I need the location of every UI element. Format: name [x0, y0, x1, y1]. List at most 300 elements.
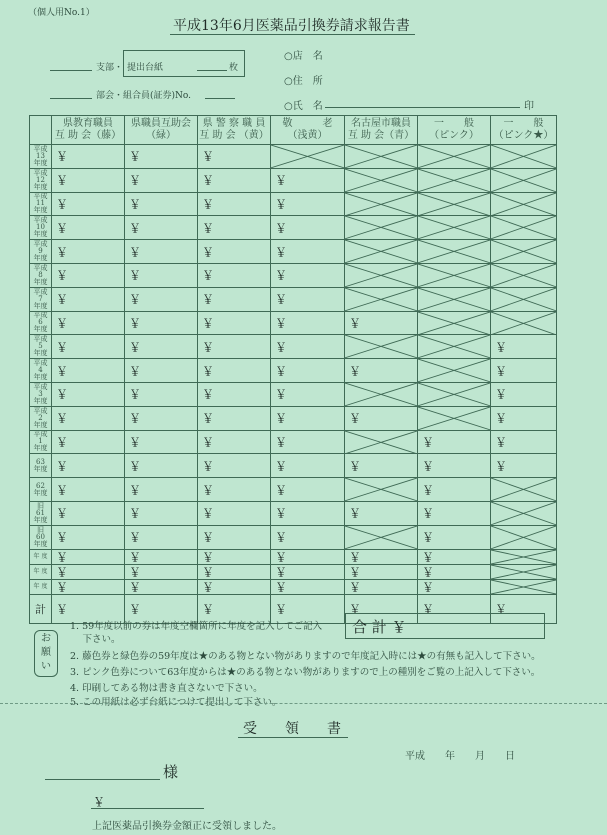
- year-label: 平成 7 年度: [30, 287, 52, 311]
- amount-cell[interactable]: [125, 263, 198, 287]
- amount-cell[interactable]: [198, 311, 271, 335]
- member-label: 部会・組合員(証券)No.: [96, 91, 192, 101]
- amount-cell[interactable]: [52, 525, 125, 549]
- amount-cell[interactable]: [125, 240, 198, 264]
- void-cell: [491, 501, 557, 525]
- yen-mark: ￥: [202, 483, 215, 498]
- void-mark: [491, 264, 556, 287]
- amount-cell[interactable]: [418, 501, 491, 525]
- amount-cell[interactable]: [52, 145, 125, 169]
- column-header: 一 般 （ピンク★）: [491, 116, 557, 145]
- submit-label: 提出台紙: [127, 63, 164, 73]
- amount-cell[interactable]: [271, 478, 345, 502]
- amount-cell[interactable]: [418, 430, 491, 454]
- yen-mark: ￥: [422, 435, 435, 450]
- void-mark: [418, 335, 490, 358]
- amount-cell[interactable]: [52, 192, 125, 216]
- void-cell: [418, 192, 491, 216]
- amount-cell[interactable]: [345, 311, 418, 335]
- yen-mark: ￥: [275, 580, 288, 595]
- void-mark: [345, 383, 417, 406]
- amount-cell[interactable]: [418, 564, 491, 579]
- year-label: 平成 2 年度: [30, 406, 52, 430]
- void-cell: [345, 382, 418, 406]
- amount-cell[interactable]: [52, 579, 125, 594]
- void-mark: [418, 169, 490, 192]
- corner-cell: [30, 116, 52, 145]
- member-no-field[interactable]: [205, 98, 235, 99]
- yen-mark: ￥: [202, 292, 215, 307]
- yen-mark: ￥: [202, 245, 215, 260]
- yen-mark: ￥: [56, 411, 69, 426]
- yen-mark: ￥: [202, 602, 215, 617]
- yen-mark: ￥: [495, 459, 508, 474]
- grand-total-label: 合 計 ￥: [352, 618, 407, 636]
- column-header: 県教育職員 互 助 会（藤）: [52, 116, 125, 145]
- table-row: [30, 359, 557, 383]
- amount-cell[interactable]: [52, 382, 125, 406]
- void-cell: [491, 579, 557, 594]
- table-row: [30, 145, 557, 169]
- amount-cell[interactable]: [125, 192, 198, 216]
- branch-label: 支部・: [96, 63, 124, 73]
- year-label: 平成 9 年度: [30, 240, 52, 264]
- amount-cell[interactable]: [52, 478, 125, 502]
- yen-mark: ￥: [129, 387, 142, 402]
- yen-mark: ￥: [56, 602, 69, 617]
- yen-mark: ￥: [275, 459, 288, 474]
- void-cell: [345, 525, 418, 549]
- amount-cell[interactable]: [125, 216, 198, 240]
- yen-mark: ￥: [56, 197, 69, 212]
- void-cell: [345, 478, 418, 502]
- void-mark: [271, 145, 344, 168]
- amount-cell[interactable]: [198, 501, 271, 525]
- amount-cell[interactable]: [52, 359, 125, 383]
- yen-mark: ￥: [422, 506, 435, 521]
- void-mark: [491, 565, 556, 579]
- void-mark: [418, 288, 490, 311]
- yen-mark: ￥: [202, 149, 215, 164]
- amount-cell[interactable]: [271, 579, 345, 594]
- void-mark: [418, 383, 490, 406]
- amount-cell[interactable]: [52, 168, 125, 192]
- yen-mark: ￥: [275, 340, 288, 355]
- void-mark: [491, 169, 556, 192]
- yen-mark: ￥: [349, 364, 362, 379]
- void-cell: [345, 430, 418, 454]
- table-row: [30, 549, 557, 564]
- amount-cell[interactable]: [125, 145, 198, 169]
- amount-cell[interactable]: [418, 579, 491, 594]
- table-row: [30, 240, 557, 264]
- void-mark: [491, 550, 556, 564]
- void-cell: [491, 168, 557, 192]
- amount-cell[interactable]: [198, 525, 271, 549]
- amount-cell[interactable]: [491, 430, 557, 454]
- amount-cell[interactable]: [345, 549, 418, 564]
- void-mark: [491, 240, 556, 263]
- recipient-field[interactable]: [45, 779, 160, 780]
- column-header: 敬 老 （浅黄）: [271, 116, 345, 145]
- table-row: [30, 168, 557, 192]
- amount-cell[interactable]: [52, 335, 125, 359]
- void-mark: [491, 478, 556, 501]
- yen-mark: ￥: [202, 506, 215, 521]
- amount-cell[interactable]: [125, 335, 198, 359]
- amount-cell[interactable]: [271, 382, 345, 406]
- year-label: 63 年度: [30, 454, 52, 478]
- column-header: 県 警 察 職 員 互 助 会 （黄）: [198, 116, 271, 145]
- amount-cell[interactable]: [271, 406, 345, 430]
- yen-mark: ￥: [129, 483, 142, 498]
- void-mark: [345, 240, 417, 263]
- void-cell: [418, 168, 491, 192]
- yen-mark: ￥: [275, 364, 288, 379]
- amount-cell[interactable]: [271, 549, 345, 564]
- amount-cell[interactable]: [125, 454, 198, 478]
- yen-mark: ￥: [495, 602, 508, 617]
- void-cell: [418, 359, 491, 383]
- yen-mark: ￥: [202, 565, 215, 580]
- amount-cell[interactable]: [52, 216, 125, 240]
- amount-cell[interactable]: [52, 287, 125, 311]
- yen-mark: ￥: [275, 435, 288, 450]
- year-label: 平成 11 年度: [30, 192, 52, 216]
- void-cell: [491, 240, 557, 264]
- yen-mark: ￥: [422, 565, 435, 580]
- amount-cell[interactable]: [198, 579, 271, 594]
- amount-cell[interactable]: [125, 478, 198, 502]
- amount-cell[interactable]: [198, 478, 271, 502]
- yen-mark: ￥: [275, 387, 288, 402]
- table-row: [30, 311, 557, 335]
- receipt-title: 受 領 書: [243, 721, 341, 737]
- void-cell: [418, 335, 491, 359]
- yen-mark: ￥: [129, 197, 142, 212]
- grand-total-box[interactable]: [345, 613, 545, 639]
- amount-cell[interactable]: [345, 359, 418, 383]
- yen-mark: ￥: [422, 580, 435, 595]
- yen-mark: ￥: [202, 435, 215, 450]
- void-mark: [491, 288, 556, 311]
- yen-mark: ￥: [56, 459, 69, 474]
- yen-mark: ￥: [202, 173, 215, 188]
- void-cell: [271, 145, 345, 169]
- yen-mark: ￥: [56, 506, 69, 521]
- amount-cell[interactable]: [125, 525, 198, 549]
- void-mark: [345, 193, 417, 216]
- amount-cell[interactable]: [198, 192, 271, 216]
- amount-cell[interactable]: [271, 192, 345, 216]
- yen-mark: ￥: [129, 435, 142, 450]
- yen-mark: ￥: [202, 459, 215, 474]
- amount-cell[interactable]: [198, 406, 271, 430]
- void-mark: [491, 312, 556, 335]
- amount-cell[interactable]: [271, 501, 345, 525]
- amount-cell[interactable]: [491, 406, 557, 430]
- yen-mark: ￥: [275, 483, 288, 498]
- title-underline: [170, 34, 415, 35]
- year-label: 年 度: [30, 564, 52, 579]
- table-row: [30, 430, 557, 454]
- amount-cell[interactable]: [198, 564, 271, 579]
- table-row: [30, 263, 557, 287]
- yen-mark: ￥: [495, 411, 508, 426]
- year-label: 旧 61 年度: [30, 501, 52, 525]
- amount-cell[interactable]: [198, 359, 271, 383]
- receipt-amount-field[interactable]: [91, 808, 204, 809]
- void-mark: [345, 288, 417, 311]
- name-field[interactable]: [325, 107, 520, 108]
- yen-mark: ￥: [495, 387, 508, 402]
- yen-mark: ￥: [129, 173, 142, 188]
- yen-mark: ￥: [202, 387, 215, 402]
- yen-mark: ￥: [422, 602, 435, 617]
- amount-cell[interactable]: [345, 454, 418, 478]
- note-line: 1. 59年度以前の券は年度空欄箇所に年度を記入してご記入: [70, 621, 323, 632]
- void-cell: [491, 564, 557, 579]
- amount-cell[interactable]: [198, 382, 271, 406]
- yen-mark: ￥: [422, 530, 435, 545]
- void-cell: [491, 525, 557, 549]
- void-cell: [491, 192, 557, 216]
- yen-mark: ￥: [129, 149, 142, 164]
- void-cell: [418, 406, 491, 430]
- amount-cell[interactable]: [491, 335, 557, 359]
- yen-mark: ￥: [202, 340, 215, 355]
- amount-cell[interactable]: [198, 454, 271, 478]
- amount-cell[interactable]: [271, 335, 345, 359]
- table-row: [30, 406, 557, 430]
- amount-cell[interactable]: [491, 454, 557, 478]
- yen-mark: ￥: [129, 506, 142, 521]
- yen-mark: ￥: [56, 268, 69, 283]
- yen-mark: ￥: [56, 221, 69, 236]
- note-line: 3. ピンク色券について63年度からは★のある物とない物がありますので上の種別をご覧の上記入して下さい。: [70, 667, 541, 678]
- yen-mark: ￥: [275, 197, 288, 212]
- yen-mark: ￥: [129, 245, 142, 260]
- yen-mark: ￥: [202, 268, 215, 283]
- amount-cell[interactable]: [418, 549, 491, 564]
- table-row: [30, 192, 557, 216]
- void-cell: [491, 549, 557, 564]
- void-cell: [345, 287, 418, 311]
- sama-label: 様: [163, 763, 179, 781]
- amount-cell[interactable]: [198, 240, 271, 264]
- void-cell: [345, 192, 418, 216]
- amount-cell[interactable]: [418, 454, 491, 478]
- void-cell: [418, 287, 491, 311]
- amount-cell[interactable]: [345, 579, 418, 594]
- amount-cell[interactable]: [271, 168, 345, 192]
- amount-cell[interactable]: [345, 406, 418, 430]
- table-row: [30, 454, 557, 478]
- amount-cell[interactable]: [198, 430, 271, 454]
- amount-cell[interactable]: [125, 579, 198, 594]
- void-mark: [345, 335, 417, 358]
- yen-mark: ￥: [129, 602, 142, 617]
- yen-mark: ￥: [56, 565, 69, 580]
- void-mark: [491, 145, 556, 168]
- amount-cell[interactable]: [52, 454, 125, 478]
- amount-cell[interactable]: [125, 359, 198, 383]
- yen-mark: ￥: [422, 550, 435, 565]
- department-field[interactable]: [50, 98, 92, 99]
- yen-mark: ￥: [56, 580, 69, 595]
- year-label: 平成 6 年度: [30, 311, 52, 335]
- yen-mark: ￥: [56, 173, 69, 188]
- yen-mark: ￥: [495, 364, 508, 379]
- void-mark: [491, 216, 556, 239]
- void-mark: [418, 312, 490, 335]
- void-cell: [345, 263, 418, 287]
- yen-mark: ￥: [275, 530, 288, 545]
- amount-cell[interactable]: [52, 263, 125, 287]
- yen-mark: ￥: [202, 197, 215, 212]
- void-mark: [491, 580, 556, 594]
- amount-cell[interactable]: [125, 549, 198, 564]
- amount-cell[interactable]: [271, 263, 345, 287]
- yen-mark: ￥: [275, 221, 288, 236]
- amount-cell[interactable]: [198, 549, 271, 564]
- yen-mark: ￥: [349, 411, 362, 426]
- amount-cell[interactable]: [52, 406, 125, 430]
- void-mark: [418, 216, 490, 239]
- amount-cell[interactable]: [271, 564, 345, 579]
- year-label: 平成 5 年度: [30, 335, 52, 359]
- void-cell: [418, 263, 491, 287]
- column-header: 名古屋市職員 互 助 会（青）: [345, 116, 418, 145]
- void-cell: [418, 216, 491, 240]
- yen-mark: ￥: [202, 530, 215, 545]
- request-table: [29, 115, 557, 624]
- yen-mark: ￥: [202, 221, 215, 236]
- table-row: [30, 564, 557, 579]
- amount-cell[interactable]: [418, 525, 491, 549]
- void-mark: [345, 431, 417, 454]
- amount-cell[interactable]: [198, 335, 271, 359]
- sheet-count-field[interactable]: [197, 70, 227, 71]
- amount-cell[interactable]: [271, 525, 345, 549]
- year-label: 平成 12 年度: [30, 168, 52, 192]
- amount-cell[interactable]: [198, 287, 271, 311]
- yen-mark: ￥: [129, 565, 142, 580]
- year-label: 平成 4 年度: [30, 359, 52, 383]
- amount-cell[interactable]: [345, 564, 418, 579]
- amount-cell[interactable]: [125, 564, 198, 579]
- amount-cell[interactable]: [345, 501, 418, 525]
- amount-cell[interactable]: [271, 359, 345, 383]
- yen-mark: ￥: [129, 340, 142, 355]
- amount-cell[interactable]: [271, 311, 345, 335]
- amount-cell[interactable]: [271, 216, 345, 240]
- yen-mark: ￥: [56, 435, 69, 450]
- amount-cell[interactable]: [271, 454, 345, 478]
- amount-cell[interactable]: [125, 406, 198, 430]
- yen-mark: ￥: [275, 316, 288, 331]
- yen-mark: ￥: [349, 506, 362, 521]
- amount-cell[interactable]: [125, 382, 198, 406]
- amount-cell[interactable]: [271, 287, 345, 311]
- yen-mark: ￥: [275, 550, 288, 565]
- year-label: 平成 13 年度: [30, 145, 52, 169]
- amount-cell[interactable]: [198, 216, 271, 240]
- amount-cell[interactable]: [198, 263, 271, 287]
- address-label: ○住 所: [284, 76, 323, 87]
- amount-cell[interactable]: [198, 145, 271, 169]
- void-cell: [491, 145, 557, 169]
- void-mark: [491, 526, 556, 549]
- note-line: 5. この用紙は必ず台紙につけて提出して下さい。: [70, 697, 282, 708]
- yen-mark: ￥: [349, 565, 362, 580]
- yen-mark: ￥: [56, 340, 69, 355]
- store-label: ○店 名: [284, 51, 323, 62]
- amount-cell[interactable]: [491, 359, 557, 383]
- void-cell: [491, 478, 557, 502]
- amount-cell[interactable]: [198, 168, 271, 192]
- void-cell: [345, 240, 418, 264]
- sheet-unit: 枚: [229, 63, 239, 73]
- amount-cell[interactable]: [271, 430, 345, 454]
- yen-mark: ￥: [349, 602, 362, 617]
- yen-mark: ￥: [56, 387, 69, 402]
- amount-cell[interactable]: [125, 287, 198, 311]
- year-label: 旧 60 年度: [30, 525, 52, 549]
- note-line: 2. 藤色券と緑色券の59年度は★のある物とない物がありますので年度記入時には★の有無も記入して下さい。: [70, 651, 541, 662]
- amount-cell[interactable]: [125, 168, 198, 192]
- yen-mark: ￥: [422, 459, 435, 474]
- amount-cell[interactable]: [52, 240, 125, 264]
- void-cell: [345, 168, 418, 192]
- page-title: 平成13年6月医薬品引換券請求報告書: [173, 18, 410, 34]
- void-cell: [418, 382, 491, 406]
- amount-cell[interactable]: [52, 311, 125, 335]
- table-row: [30, 382, 557, 406]
- void-cell: [418, 311, 491, 335]
- void-mark: [491, 502, 556, 525]
- amount-cell[interactable]: [418, 478, 491, 502]
- amount-cell[interactable]: [491, 382, 557, 406]
- amount-cell[interactable]: [52, 564, 125, 579]
- amount-cell[interactable]: [271, 240, 345, 264]
- amount-cell[interactable]: [125, 430, 198, 454]
- amount-cell[interactable]: [52, 501, 125, 525]
- yen-mark: ￥: [129, 221, 142, 236]
- branch-field[interactable]: [50, 70, 92, 71]
- yen-mark: ￥: [202, 316, 215, 331]
- yen-mark: ￥: [275, 173, 288, 188]
- amount-cell[interactable]: [125, 501, 198, 525]
- yen-mark: ￥: [56, 245, 69, 260]
- void-mark: [345, 264, 417, 287]
- amount-cell[interactable]: [52, 430, 125, 454]
- year-label: 年 度: [30, 549, 52, 564]
- year-label: 平成 3 年度: [30, 382, 52, 406]
- amount-cell[interactable]: [52, 549, 125, 564]
- yen-mark: ￥: [129, 364, 142, 379]
- yen-mark: ￥: [349, 459, 362, 474]
- cut-line: [0, 703, 607, 704]
- amount-cell[interactable]: [125, 311, 198, 335]
- yen-mark: ￥: [349, 550, 362, 565]
- yen-mark: ￥: [56, 364, 69, 379]
- yen-mark: ￥: [129, 292, 142, 307]
- yen-mark: ￥: [202, 411, 215, 426]
- void-mark: [418, 240, 490, 263]
- yen-mark: ￥: [129, 530, 142, 545]
- column-header: 一 般 （ピンク）: [418, 116, 491, 145]
